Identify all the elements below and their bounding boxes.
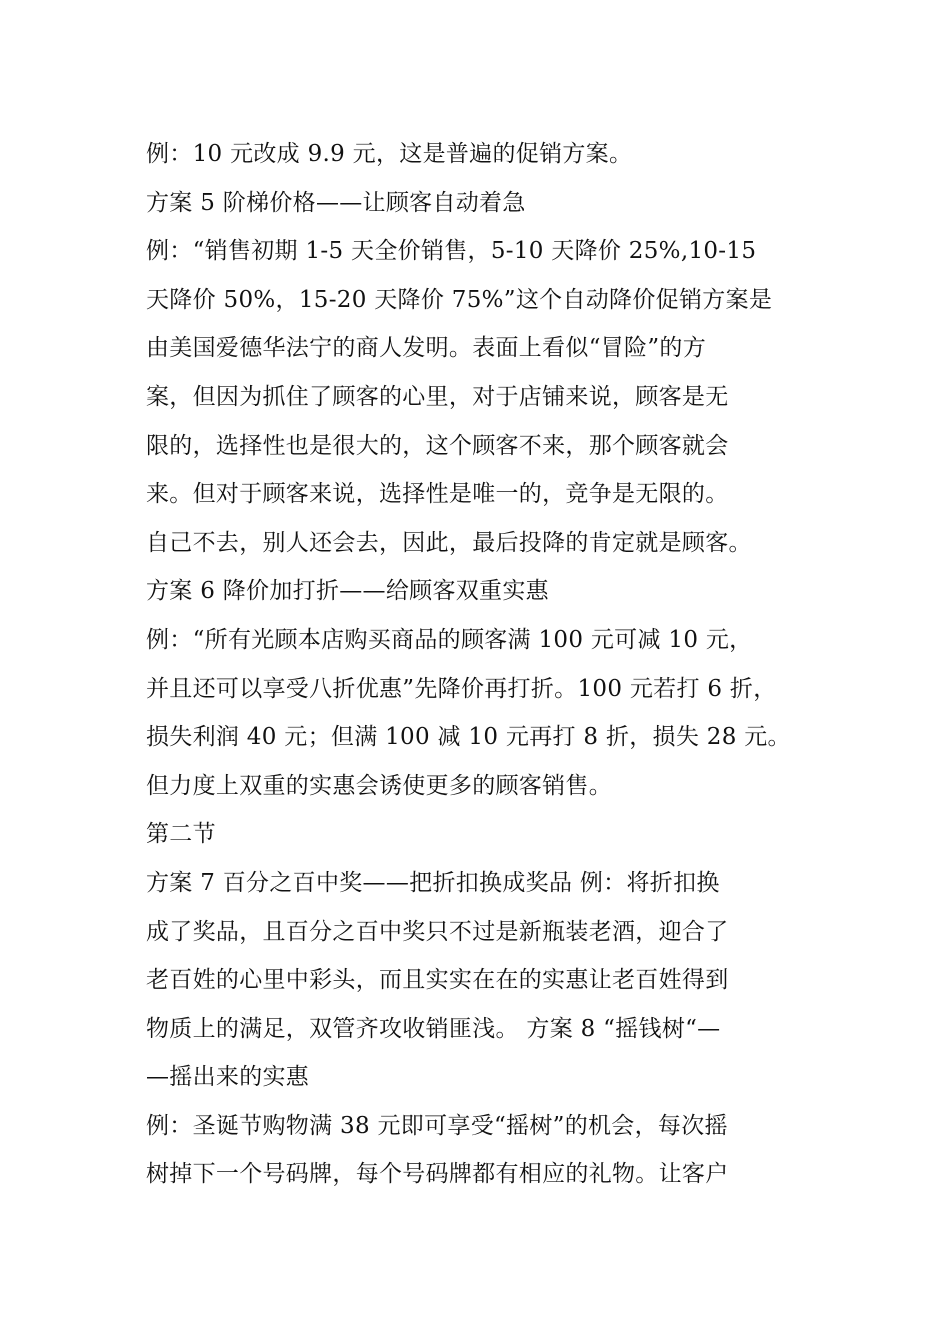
section-heading-plan-7: 方案 7 百分之百中奖——把折扣换成奖品 例：将折扣换 (146, 869, 720, 896)
text-line: 天降价 50%，15-20 天降价 75%”这个自动降价促销方案是 (146, 286, 773, 313)
text-line: 但力度上双重的实惠会诱使更多的顾客销售。 (146, 772, 612, 799)
text-line: —摇出来的实惠 (146, 1064, 310, 1091)
text-line: 例：“销售初期 1-5 天全价销售，5-10 天降价 25%,10-15 (146, 238, 757, 265)
text-line: 限的，选择性也是很大的，这个顾客不来，那个顾客就会 (146, 432, 729, 459)
text-line: 自己不去，别人还会去，因此，最后投降的肯定就是顾客。 (146, 529, 752, 556)
body-text (146, 130, 836, 1199)
text-line: 并且还可以享受八折优惠”先降价再打折。100 元若打 6 折， (146, 675, 777, 702)
text-line: 树掉下一个号码牌，每个号码牌都有相应的礼物。让客户 (146, 1161, 729, 1188)
section-heading-second: 第二节 (146, 821, 216, 848)
text-line: 例：“所有光顾本店购买商品的顾客满 100 元可减 10 元， (146, 626, 753, 653)
section-heading-plan-6: 方案 6 降价加打折——给顾客双重实惠 (146, 578, 549, 605)
text-line: 案，但因为抓住了顾客的心里，对于店铺来说，顾客是无 (146, 383, 729, 410)
text-line: 由美国爱德华法宁的商人发明。表面上看似“冒险”的方 (146, 335, 707, 362)
section-heading-plan-5: 方案 5 阶梯价格——让顾客自动着急 (146, 189, 526, 216)
text-line: 成了奖品，且百分之百中奖只不过是新瓶装老酒，迎合了 (146, 918, 729, 945)
text-line: 老百姓的心里中彩头，而且实实在在的实惠让老百姓得到 (146, 967, 729, 994)
text-line: 例：圣诞节购物满 38 元即可享受“摇树”的机会，每次摇 (146, 1112, 728, 1139)
text-line: 损失利润 40 元；但满 100 减 10 元再打 8 折，损失 28 元。 (146, 724, 791, 751)
text-line: 来。但对于顾客来说，选择性是唯一的，竞争是无限的。 (146, 481, 729, 508)
text-line: 物质上的满足，双管齐攻收销匪浅。 方案 8 “摇钱树“— (146, 1015, 721, 1042)
text-line: 例：10 元改成 9.9 元，这是普遍的促销方案。 (146, 141, 633, 167)
